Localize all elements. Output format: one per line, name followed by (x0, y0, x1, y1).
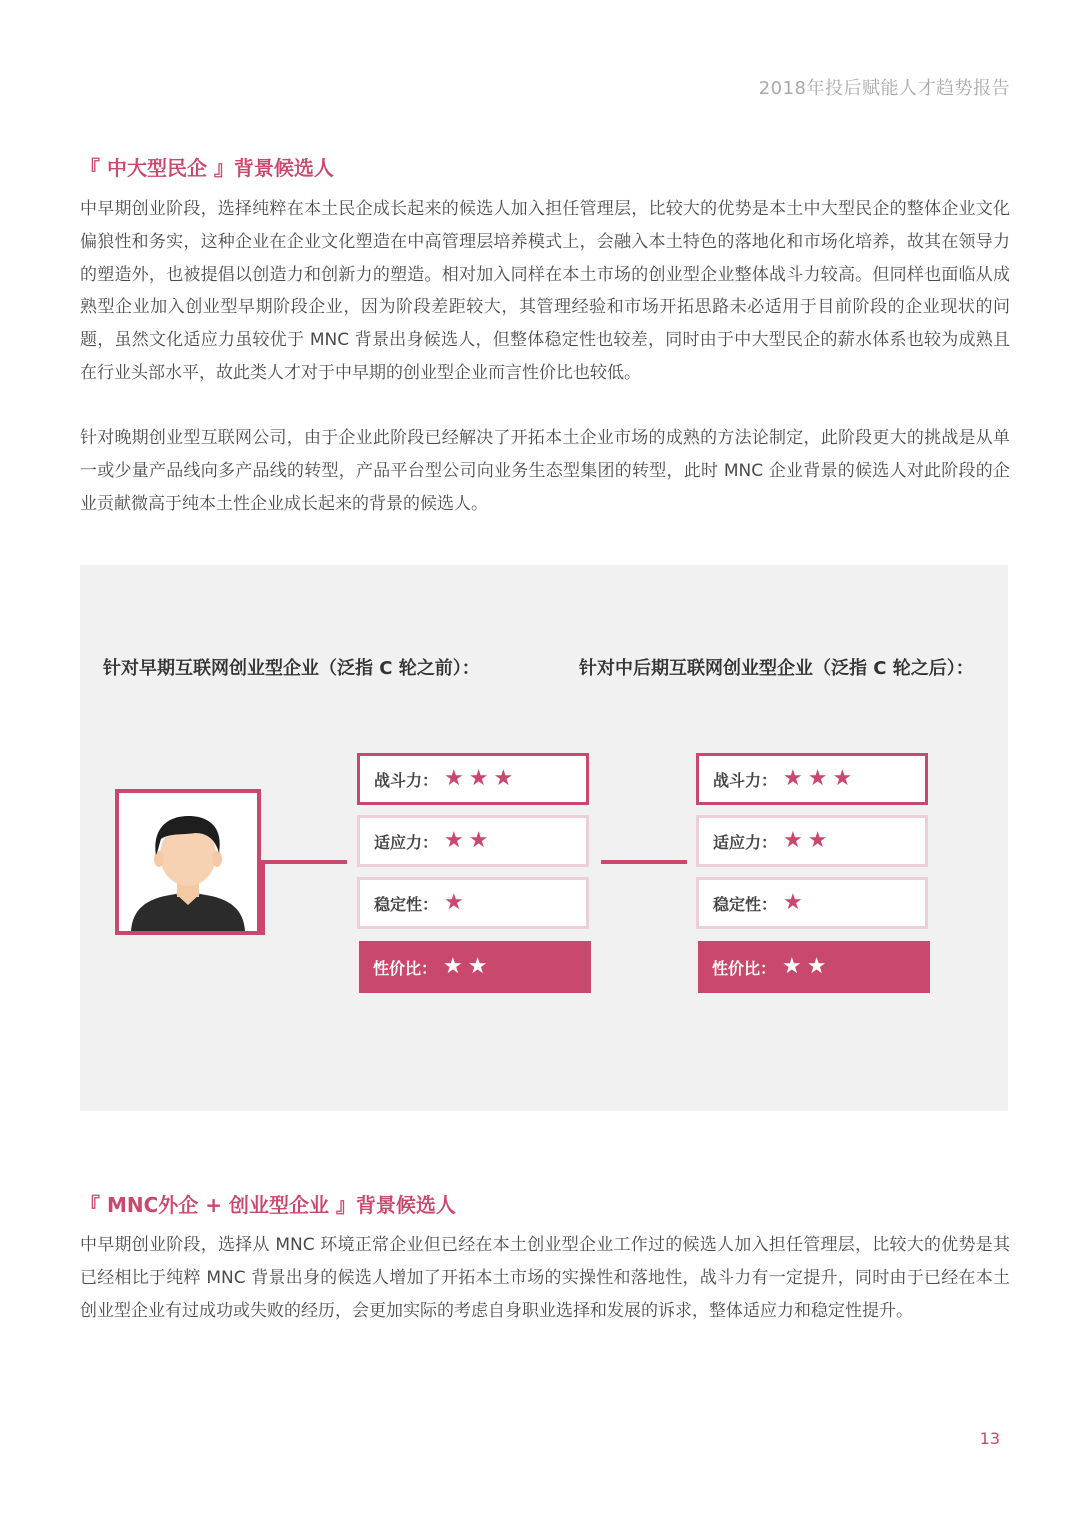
star-rating-icon: ★★★ (783, 766, 858, 791)
star-rating-icon: ★ (444, 890, 469, 915)
star-rating-icon: ★★★ (444, 766, 519, 791)
rating-label: 战斗力： (374, 770, 439, 790)
right-column-heading: 针对中后期互联网创业型企业（泛指 C 轮之后）： (579, 658, 974, 679)
running-header: 2018年投后赋能人才趋势报告 (758, 78, 1010, 99)
rating-label: 稳定性： (713, 894, 778, 914)
left-rating-stability (357, 877, 589, 929)
rating-label: 性价比： (373, 958, 438, 978)
right-rating-combat (696, 753, 928, 805)
paragraph-mnc-startup: 中早期创业阶段，选择从 MNC 环境正常企业但已经在本土创业型企业工作过的候选人加入担任管理层，比较大的优势是其已经相比于纯粹 MNC 背景出身的候选人增加了开拓本土市场的实操性和落地性，战斗力有一定提升，同时由于已经在本土创业型企业有过成功或失败的经历，会更加实际的考虑自身职业选择和发展的诉求，整体适应力和稳定性提升。 (80, 1235, 1010, 1321)
avatar-connector-horizontal (261, 860, 347, 864)
star-rating-icon: ★★ (443, 954, 493, 979)
left-rating-value (359, 941, 591, 993)
section-title-private-enterprise: 『 中大型民企 』背景候选人 (80, 156, 334, 180)
left-rating-adaptability (357, 815, 589, 867)
rating-label: 性价比： (712, 958, 777, 978)
paragraph-early-stage: 中早期创业阶段，选择纯粹在本土民企成长起来的候选人加入担任管理层，比较大的优势是本土中大型民企的整体企业文化偏狼性和务实，这种企业在企业文化塑造在中高管理层培养模式上，会融入本土特色的落地化和市场化培养，故其在领导力的塑造外，也被提倡以创造力和创新力的塑造。相对加入同样在本土市场的创业型企业整体战斗力较高。但同样也面临从成熟型企业加入创业型早期阶段企业，因为阶段差距较大，其管理经验和市场开拓思路未必适用于目前阶段的企业现状的问题，虽然文化适应力虽较优于 MNC 背景出身候选人，但整体稳定性也较差，同时由于中大型民企的薪水体系也较为成熟且在行业头部水平，故此类人才对于中早期的创业型企业而言性价比也较低。 (80, 199, 1010, 383)
rating-label: 适应力： (374, 832, 439, 852)
paragraph-late-stage: 针对晚期创业型互联网公司，由于企业此阶段已经解决了开拓本土企业市场的成熟的方法论制定，此阶段更大的挑战是从单一或少量产品线向多产品线的转型，产品平台型公司向业务生态型集团的转型，此时 MNC 企业背景的候选人对此阶段的企业贡献微高于纯本土性企业成长起来的背景的候选人。 (80, 428, 1010, 514)
rating-label: 适应力： (713, 832, 778, 852)
left-column-heading: 针对早期互联网创业型企业（泛指 C 轮之前）： (103, 658, 480, 679)
star-rating-icon: ★ (783, 890, 808, 915)
rating-label: 稳定性： (374, 894, 439, 914)
person-icon (119, 793, 257, 931)
rating-label: 战斗力： (713, 770, 778, 790)
star-rating-icon: ★★ (782, 954, 832, 979)
star-rating-icon: ★★ (444, 828, 494, 853)
right-rating-value (698, 941, 930, 993)
left-rating-combat (357, 753, 589, 805)
star-rating-icon: ★★ (783, 828, 833, 853)
column-connector (601, 860, 687, 864)
section-title-mnc-startup: 『 MNC外企 + 创业型企业 』背景候选人 (80, 1193, 456, 1217)
candidate-avatar (115, 789, 261, 935)
right-rating-stability (696, 877, 928, 929)
avatar-connector-vertical (261, 860, 265, 935)
page-number: 13 (979, 1429, 1000, 1448)
right-rating-adaptability (696, 815, 928, 867)
